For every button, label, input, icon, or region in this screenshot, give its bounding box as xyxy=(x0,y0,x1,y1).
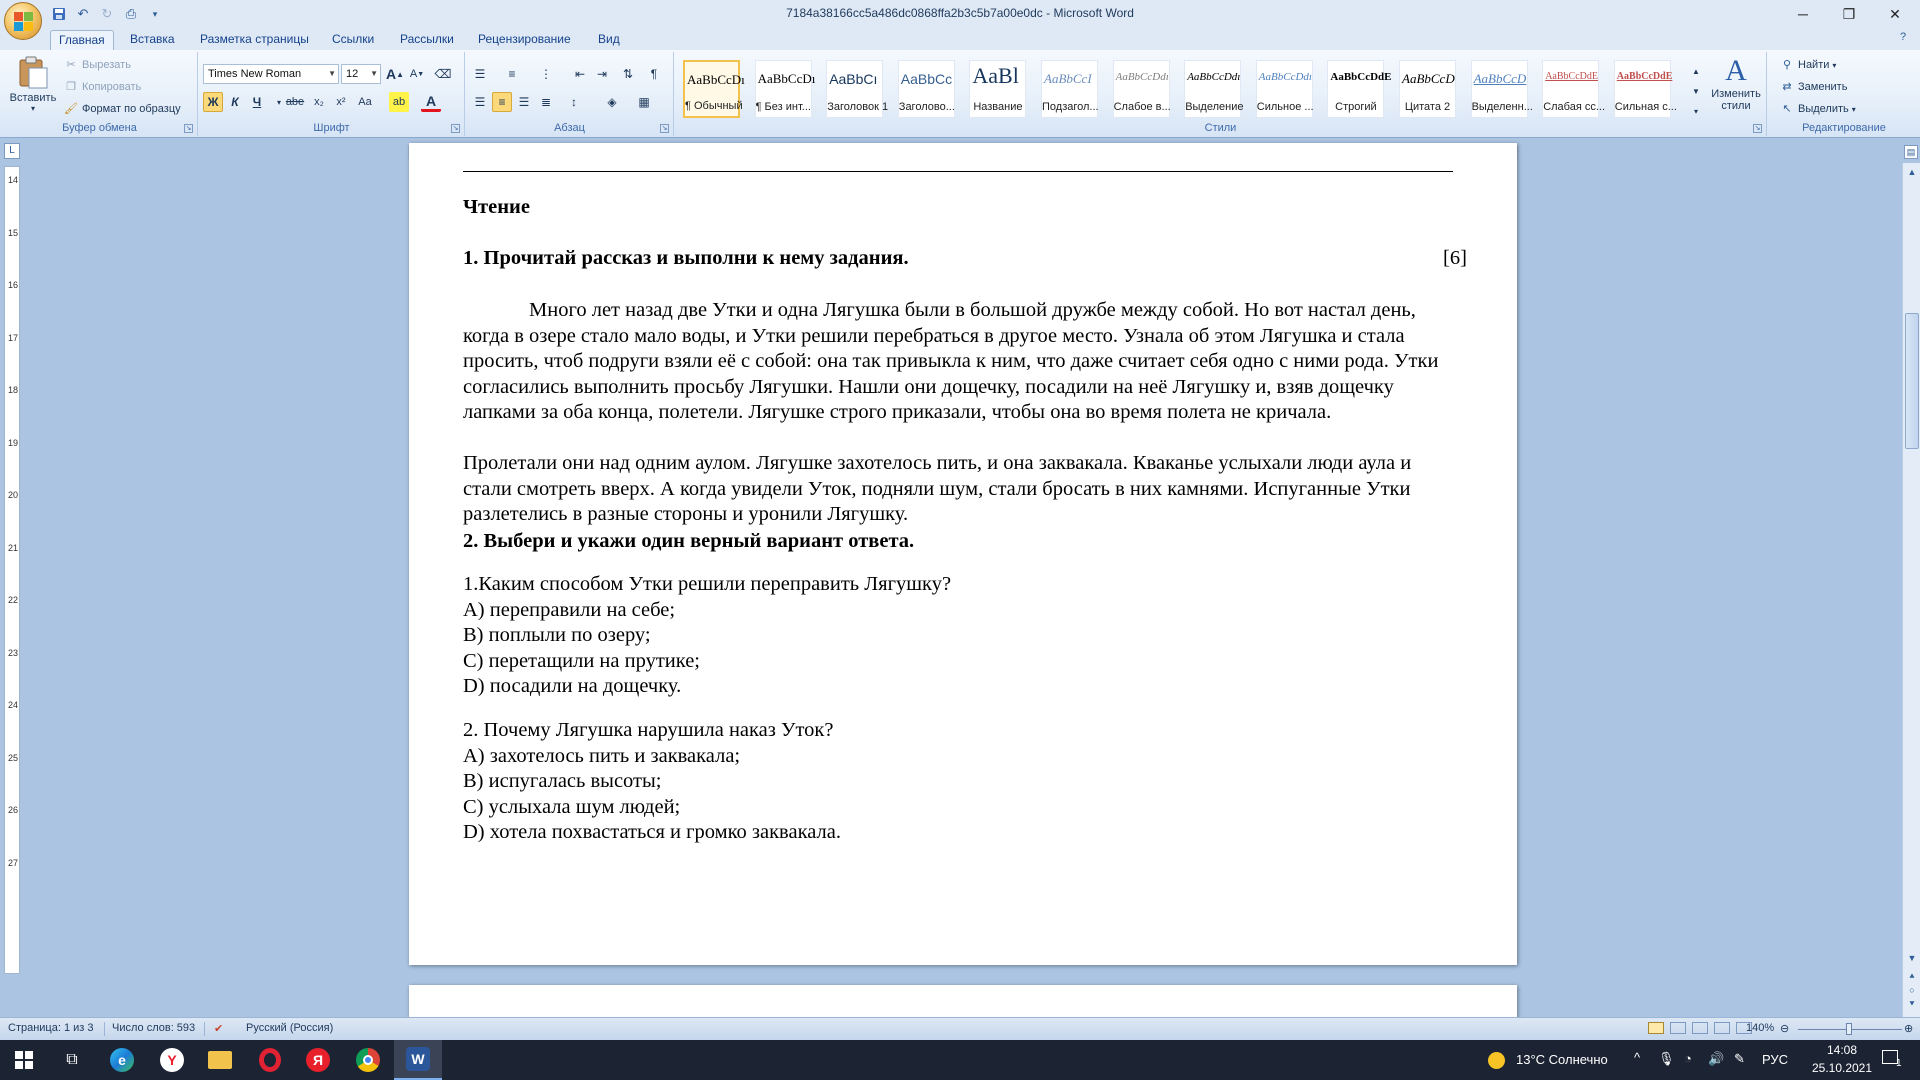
ruler-toggle-icon[interactable]: ▤ xyxy=(1904,145,1918,159)
edge-icon: e xyxy=(110,1048,134,1072)
pilcrow-icon: ¶ xyxy=(650,67,658,81)
weather-icon[interactable] xyxy=(1488,1052,1505,1069)
help-icon[interactable]: ? xyxy=(1900,31,1907,43)
chrome-icon xyxy=(356,1048,380,1072)
paste-dropdown-icon: ▾ xyxy=(30,104,35,113)
task2-title: 2. Выбери и укажи один верный вариант ответа. xyxy=(463,530,915,552)
print-layout-icon[interactable] xyxy=(1648,1022,1664,1034)
style-name: Сильная с... xyxy=(1614,101,1677,113)
superscript-button[interactable]: x² xyxy=(336,96,346,108)
question-2-option-b: В) испугалась высоты; xyxy=(463,770,662,792)
word-count[interactable]: Число слов: 593 xyxy=(112,1022,196,1034)
task-view-icon: ⧉ xyxy=(66,1051,78,1068)
style-name: Подзагол... xyxy=(1042,101,1099,113)
taskbar-file-explorer[interactable] xyxy=(196,1040,244,1080)
font-group xyxy=(199,52,465,136)
replace-button[interactable] xyxy=(1780,80,1847,94)
yandex-browser-icon: Y xyxy=(160,1048,184,1072)
select-dropdown-icon: ▾ xyxy=(1851,104,1856,114)
style-tile[interactable] xyxy=(969,60,1026,118)
replace-icon: ⇄ xyxy=(1782,81,1792,93)
cut-label: Вырезать xyxy=(82,59,131,71)
zoom-out-icon[interactable]: ⊖ xyxy=(1780,1023,1790,1035)
borders-button[interactable] xyxy=(634,92,654,112)
style-sample: AaBbCcDdı xyxy=(1258,71,1312,83)
notifications-button[interactable] xyxy=(1880,1048,1908,1072)
input-language[interactable]: РУС xyxy=(1762,1052,1789,1067)
style-name: ¶ Обычный xyxy=(685,100,743,112)
grow-font-icon: A xyxy=(385,66,397,82)
sort-icon: ⇅ xyxy=(622,67,634,81)
copy-icon: ❐ xyxy=(66,81,76,93)
microphone-icon[interactable]: 🎙 xyxy=(1658,1051,1675,1066)
taskbar-yandex[interactable] xyxy=(294,1040,342,1080)
taskbar-yandex-browser[interactable] xyxy=(148,1040,196,1080)
align-right-button[interactable] xyxy=(514,92,534,112)
style-tile[interactable] xyxy=(1614,60,1677,118)
style-tile[interactable] xyxy=(826,60,889,118)
vruler-number: 24 xyxy=(7,700,18,710)
decrease-indent-icon: ⇤ xyxy=(574,67,586,81)
story-paragraph-2: Пролетали они над одним аулом. Лягушке захотелось пить, и она заквакала. Кваканье услыхали люди аула и стали смотреть вверх. А когда увидели Уток, подняли шум, стали бросать в них камнями. Испуганные Утки разлетелись в разные стороны и уронили Лягушку. xyxy=(463,452,1412,525)
change-styles-label: Изменить стили xyxy=(1711,88,1761,112)
editing-group-label: Редактирование xyxy=(1802,122,1886,134)
styles-scroll-down-icon[interactable]: ▼ xyxy=(1692,86,1700,96)
justify-button[interactable] xyxy=(536,92,556,112)
copy-button[interactable] xyxy=(64,80,141,94)
find-dropdown-icon: ▾ xyxy=(1832,60,1837,70)
customize-qat-icon[interactable]: ▾ xyxy=(152,8,158,19)
question-2-text: 2. Почему Лягушка нарушила наказ Уток? xyxy=(463,719,834,741)
word-icon: W xyxy=(406,1047,430,1071)
font-name-value: Times New Roman xyxy=(208,68,302,80)
vruler-number: 17 xyxy=(7,332,18,343)
underline-dropdown-icon[interactable]: ▾ xyxy=(276,97,281,107)
zoom-slider-thumb[interactable] xyxy=(1846,1023,1852,1035)
italic-button[interactable]: К xyxy=(231,95,239,109)
question-1 xyxy=(463,572,951,700)
font-name-dropdown-icon: ▼ xyxy=(328,69,336,78)
style-tile[interactable] xyxy=(1113,60,1170,118)
font-color-button[interactable] xyxy=(421,92,441,112)
vruler-number: 15 xyxy=(7,227,18,238)
multilevel-icon: ⋮ xyxy=(540,67,552,81)
shrink-font-button[interactable]: A ▼ xyxy=(409,68,425,80)
tab-review[interactable]: Рецензирование xyxy=(478,32,571,46)
vruler-number: 22 xyxy=(7,595,18,605)
paste-icon xyxy=(17,56,49,90)
minimize-button[interactable]: ─ xyxy=(1798,6,1808,22)
style-name: Выделение xyxy=(1185,101,1244,113)
align-center-button[interactable] xyxy=(492,92,512,112)
font-name-combo[interactable] xyxy=(203,64,339,84)
status-separator xyxy=(204,1022,205,1036)
show-marks-button[interactable] xyxy=(644,64,664,84)
paste-label: Вставить xyxy=(9,92,57,104)
numbering-button[interactable] xyxy=(502,64,522,84)
align-left-icon: ☰ xyxy=(474,95,486,109)
next-page-icon[interactable]: ⯆ xyxy=(1908,999,1916,1009)
network-icon[interactable]: ◔ xyxy=(1684,1051,1692,1066)
scissors-icon: ✂ xyxy=(66,59,76,71)
increase-indent-button[interactable] xyxy=(592,64,612,84)
tab-insert[interactable]: Вставка xyxy=(130,32,175,46)
language-indicator[interactable]: Русский (Россия) xyxy=(246,1022,334,1034)
style-tile[interactable] xyxy=(1471,60,1533,118)
style-sample: AaBbCcDdE xyxy=(1616,71,1673,82)
increase-indent-icon: ⇥ xyxy=(596,67,608,81)
subscript-button[interactable]: x₂ xyxy=(314,96,324,108)
style-sample: AaBbCcD xyxy=(1402,71,1455,86)
scroll-down-icon[interactable]: ▼ xyxy=(1907,953,1917,963)
taskbar-edge[interactable] xyxy=(98,1040,146,1080)
sort-button[interactable] xyxy=(618,64,638,84)
prev-page-icon[interactable]: ⯅ xyxy=(1908,971,1916,981)
brush-icon: 🖌 xyxy=(64,103,78,115)
font-launcher-icon[interactable]: ↘ xyxy=(452,125,459,132)
document-area xyxy=(22,163,1902,1017)
style-tile[interactable] xyxy=(1399,60,1456,118)
status-separator xyxy=(104,1022,105,1036)
ribbon xyxy=(0,50,1920,138)
vruler-number: 27 xyxy=(7,857,18,868)
change-styles-icon: A xyxy=(1725,54,1747,87)
align-left-button[interactable] xyxy=(470,92,490,112)
style-sample: AaBbCcDı xyxy=(687,72,745,87)
replace-label: Заменить xyxy=(1798,81,1848,93)
opera-icon xyxy=(259,1048,281,1072)
justify-icon: ≣ xyxy=(540,95,552,109)
style-name: Выделенн... xyxy=(1471,101,1533,113)
ribbon-tabs xyxy=(0,28,1920,50)
style-name: ¶ Без инт... xyxy=(755,101,811,113)
paragraph-launcher-icon[interactable]: ↘ xyxy=(661,125,668,132)
status-bar xyxy=(0,1017,1920,1040)
clipboard-launcher-icon[interactable]: ↘ xyxy=(185,125,192,132)
tab-page-layout[interactable]: Разметка страницы xyxy=(200,32,309,46)
start-button[interactable] xyxy=(0,1040,48,1080)
font-size-dropdown-icon: ▼ xyxy=(370,69,378,78)
style-name: Слабая сс... xyxy=(1543,101,1606,113)
clock-date[interactable]: 25.10.2021 xyxy=(1811,1061,1873,1075)
task1-title: 1. Прочитай рассказ и выполни к нему задания. xyxy=(463,247,909,269)
highlight-button[interactable] xyxy=(389,92,409,112)
font-group-label: Шрифт xyxy=(313,122,350,134)
volume-icon[interactable]: 🔊 xyxy=(1708,1051,1725,1066)
taskbar-chrome[interactable] xyxy=(344,1040,392,1080)
paragraph-group xyxy=(466,52,674,136)
page-indicator[interactable]: Страница: 1 из 3 xyxy=(8,1022,94,1034)
vruler-number: 23 xyxy=(7,647,18,658)
question-1-option-c: С) перетащили на прутике; xyxy=(463,649,701,672)
vruler-number: 19 xyxy=(7,437,18,448)
tab-mailings[interactable]: Рассылки xyxy=(400,32,454,46)
task1-score: [6] xyxy=(1443,247,1467,269)
style-tile[interactable] xyxy=(755,60,816,118)
task-view-button[interactable] xyxy=(48,1040,96,1080)
style-sample: AaBbCcI xyxy=(1044,71,1092,86)
print-icon[interactable]: ⎙ xyxy=(125,6,137,21)
vertical-scrollbar[interactable] xyxy=(1902,163,1920,1017)
align-right-icon: ☰ xyxy=(518,95,530,109)
folder-icon xyxy=(208,1051,232,1069)
question-2-option-c: С) услыхала шум людей; xyxy=(463,795,681,818)
vruler-number: 20 xyxy=(7,490,18,500)
zoom-level[interactable]: 140% xyxy=(1746,1022,1775,1034)
clear-format-icon: ⌫ xyxy=(434,67,452,81)
vruler-number: 21 xyxy=(7,542,18,553)
story-paragraph-1: Много лет назад две Утки и одна Лягушка были в большой дружбе между собой. Но вот настал день, когда в озере стало мало воды, и Утки решили перебраться в другое место. Узнала об этом Лягушка и стала просить, чтоб подруги взяли её с собой: она так привыкла к ним, что даже считает себя одно с ними рода. Утки согласились выполнить просьбу Лягушки. Нашли они дощечку, посадили на неё Лягушку и, взяв дощечку лапками за оба конца, полетели. Лягушке строго приказали, чтобы она во время полета не кричала. xyxy=(463,299,1439,423)
restore-button[interactable]: ❐ xyxy=(1842,5,1856,22)
tab-references[interactable]: Ссылки xyxy=(332,32,375,46)
undo-icon[interactable]: ↶ xyxy=(77,6,89,21)
redo-icon[interactable]: ↻ xyxy=(101,6,113,21)
styles-more-icon[interactable]: ▾ xyxy=(1693,106,1698,116)
format-painter-button[interactable] xyxy=(64,102,181,116)
style-tile[interactable] xyxy=(1327,60,1392,118)
borders-icon: ▦ xyxy=(638,95,650,109)
bullets-button[interactable] xyxy=(470,64,490,84)
decrease-indent-button[interactable] xyxy=(570,64,590,84)
scroll-thumb[interactable] xyxy=(1905,313,1919,449)
tray-expand-icon[interactable]: ^ xyxy=(1634,1050,1641,1065)
paste-button[interactable] xyxy=(8,56,58,113)
scroll-up-icon[interactable]: ▲ xyxy=(1907,167,1917,177)
styles-launcher-icon[interactable]: ↘ xyxy=(1754,125,1761,132)
question-2-option-d: D) хотела похвастаться и громко заквакала. xyxy=(463,821,841,843)
title-bar xyxy=(0,0,1920,28)
clock-time[interactable]: 14:08 xyxy=(1826,1043,1858,1057)
cut-button[interactable] xyxy=(64,58,131,72)
select-label: Выделить xyxy=(1798,103,1849,115)
style-name: Заголовок 1 xyxy=(827,101,889,113)
view-buttons xyxy=(1648,1022,1752,1037)
web-layout-icon[interactable] xyxy=(1692,1022,1708,1034)
font-size-value: 12 xyxy=(346,68,359,80)
style-sample: AaBbCcDı xyxy=(757,71,816,86)
window-title: 7184a38166cc5a486dc0868ffa2b3c5b7a00e0dc - Microsoft Word xyxy=(786,6,1134,20)
question-1-option-b: В) поплыли по озеру; xyxy=(463,624,651,646)
office-logo-icon xyxy=(14,12,34,32)
vruler-number: 14 xyxy=(7,175,18,185)
align-center-icon: ≡ xyxy=(498,95,506,109)
style-sample: AaBbCcDdE xyxy=(1330,71,1392,83)
numbering-icon: ≡ xyxy=(508,67,516,81)
change-styles-button[interactable] xyxy=(1705,54,1767,112)
style-sample: AaBbCc xyxy=(900,71,953,87)
tab-home[interactable]: Главная xyxy=(50,30,114,50)
zoom-in-icon[interactable]: ⊕ xyxy=(1904,1023,1914,1035)
taskbar xyxy=(0,1040,1920,1080)
style-sample: AaBbCcDdE xyxy=(1545,71,1598,82)
find-label: Найти xyxy=(1798,59,1830,71)
font-color-icon: A xyxy=(425,92,437,109)
change-case-button[interactable]: Aa xyxy=(358,96,372,108)
question-2 xyxy=(463,718,841,846)
clipboard-group-label: Буфер обмена xyxy=(62,122,137,134)
styles-group-label: Стили xyxy=(1204,122,1237,134)
document-page xyxy=(409,143,1517,965)
copy-label: Копировать xyxy=(82,81,142,93)
vruler-number: 25 xyxy=(7,752,18,763)
highlight-icon: ab xyxy=(392,96,406,108)
browse-object-icon[interactable]: ○ xyxy=(1909,985,1915,995)
taskbar-opera[interactable] xyxy=(246,1040,294,1080)
style-name: Название xyxy=(973,101,1023,113)
spellcheck-icon[interactable]: ✔ xyxy=(214,1023,224,1035)
vertical-ruler[interactable] xyxy=(4,166,20,974)
style-sample: AaBbCcD xyxy=(1473,71,1527,86)
vruler-number: 26 xyxy=(7,805,18,815)
bullets-icon: ☰ xyxy=(474,67,486,81)
binoculars-icon: ⚲ xyxy=(1782,59,1792,71)
style-tile[interactable] xyxy=(898,60,955,118)
find-button[interactable] xyxy=(1780,58,1836,72)
outline-icon[interactable] xyxy=(1714,1022,1730,1034)
format-painter-label: Формат по образцу xyxy=(82,103,181,115)
editing-group xyxy=(1768,52,1920,136)
style-name: Заголово... xyxy=(898,101,955,113)
office-button[interactable] xyxy=(4,2,42,40)
underline-button[interactable]: Ч xyxy=(252,95,262,109)
close-button[interactable]: ✕ xyxy=(1889,5,1901,22)
paint-bucket-icon: ◈ xyxy=(607,95,617,109)
styles-group xyxy=(675,52,1767,136)
section-title: Чтение xyxy=(463,196,530,218)
font-size-combo[interactable] xyxy=(341,64,381,84)
pen-icon[interactable]: ✎ xyxy=(1734,1051,1745,1066)
style-name: Слабое в... xyxy=(1113,101,1171,113)
shading-button[interactable] xyxy=(602,92,622,112)
tab-view[interactable]: Вид xyxy=(598,32,620,46)
clipboard-group xyxy=(2,52,198,136)
shrink-font-icon: A xyxy=(409,68,418,80)
yandex-icon: Я xyxy=(306,1048,330,1072)
question-1-text: 1.Каким способом Утки решили переправить Лягушку? xyxy=(463,573,952,595)
style-sample: AaBbCcDdı xyxy=(1115,71,1169,83)
windows-logo-icon xyxy=(15,1051,33,1069)
line-spacing-button[interactable] xyxy=(564,92,584,112)
taskbar-word[interactable] xyxy=(394,1040,442,1080)
grow-font-button[interactable]: A ▲ xyxy=(385,66,405,82)
strikethrough-button[interactable]: abe xyxy=(285,96,305,108)
style-tile[interactable] xyxy=(1256,60,1313,118)
weather-text[interactable]: 13°C Солнечно xyxy=(1516,1052,1608,1067)
line-spacing-icon: ↕ xyxy=(571,95,577,109)
multilevel-list-button[interactable] xyxy=(536,64,556,84)
question-1-option-d: D) посадили на дощечку. xyxy=(463,675,682,697)
vruler-number: 16 xyxy=(7,280,18,290)
style-name: Цитата 2 xyxy=(1404,101,1451,113)
vruler-number: 18 xyxy=(7,385,18,395)
style-name: Строгий xyxy=(1335,101,1377,113)
style-sample: AaBbCı xyxy=(829,71,878,87)
style-tile[interactable] xyxy=(1184,60,1244,118)
question-1-option-a: А) переправили на себе; xyxy=(463,598,676,621)
bold-button[interactable]: Ж xyxy=(203,92,223,112)
select-button[interactable] xyxy=(1780,102,1856,116)
full-screen-reading-icon[interactable] xyxy=(1670,1022,1686,1034)
style-sample: AaBbCcDdı xyxy=(1187,71,1241,83)
question-2-option-a: А) захотелось пить и заквакала; xyxy=(463,744,741,767)
style-tile[interactable] xyxy=(1041,60,1098,118)
cursor-icon: ↖ xyxy=(1782,103,1792,115)
tab-stop-selector[interactable]: L xyxy=(4,143,20,159)
horizontal-rule xyxy=(463,171,1453,172)
style-tile[interactable] xyxy=(683,60,745,118)
styles-scroll-up-icon[interactable]: ▲ xyxy=(1692,66,1700,76)
style-sample: AaBl xyxy=(972,63,1019,88)
paragraph-group-label: Абзац xyxy=(554,122,585,134)
style-tile[interactable] xyxy=(1542,60,1606,118)
clear-format-button[interactable] xyxy=(433,64,453,84)
notifications-count: 1 xyxy=(1896,1058,1902,1069)
style-name: Сильное ... xyxy=(1256,101,1314,113)
